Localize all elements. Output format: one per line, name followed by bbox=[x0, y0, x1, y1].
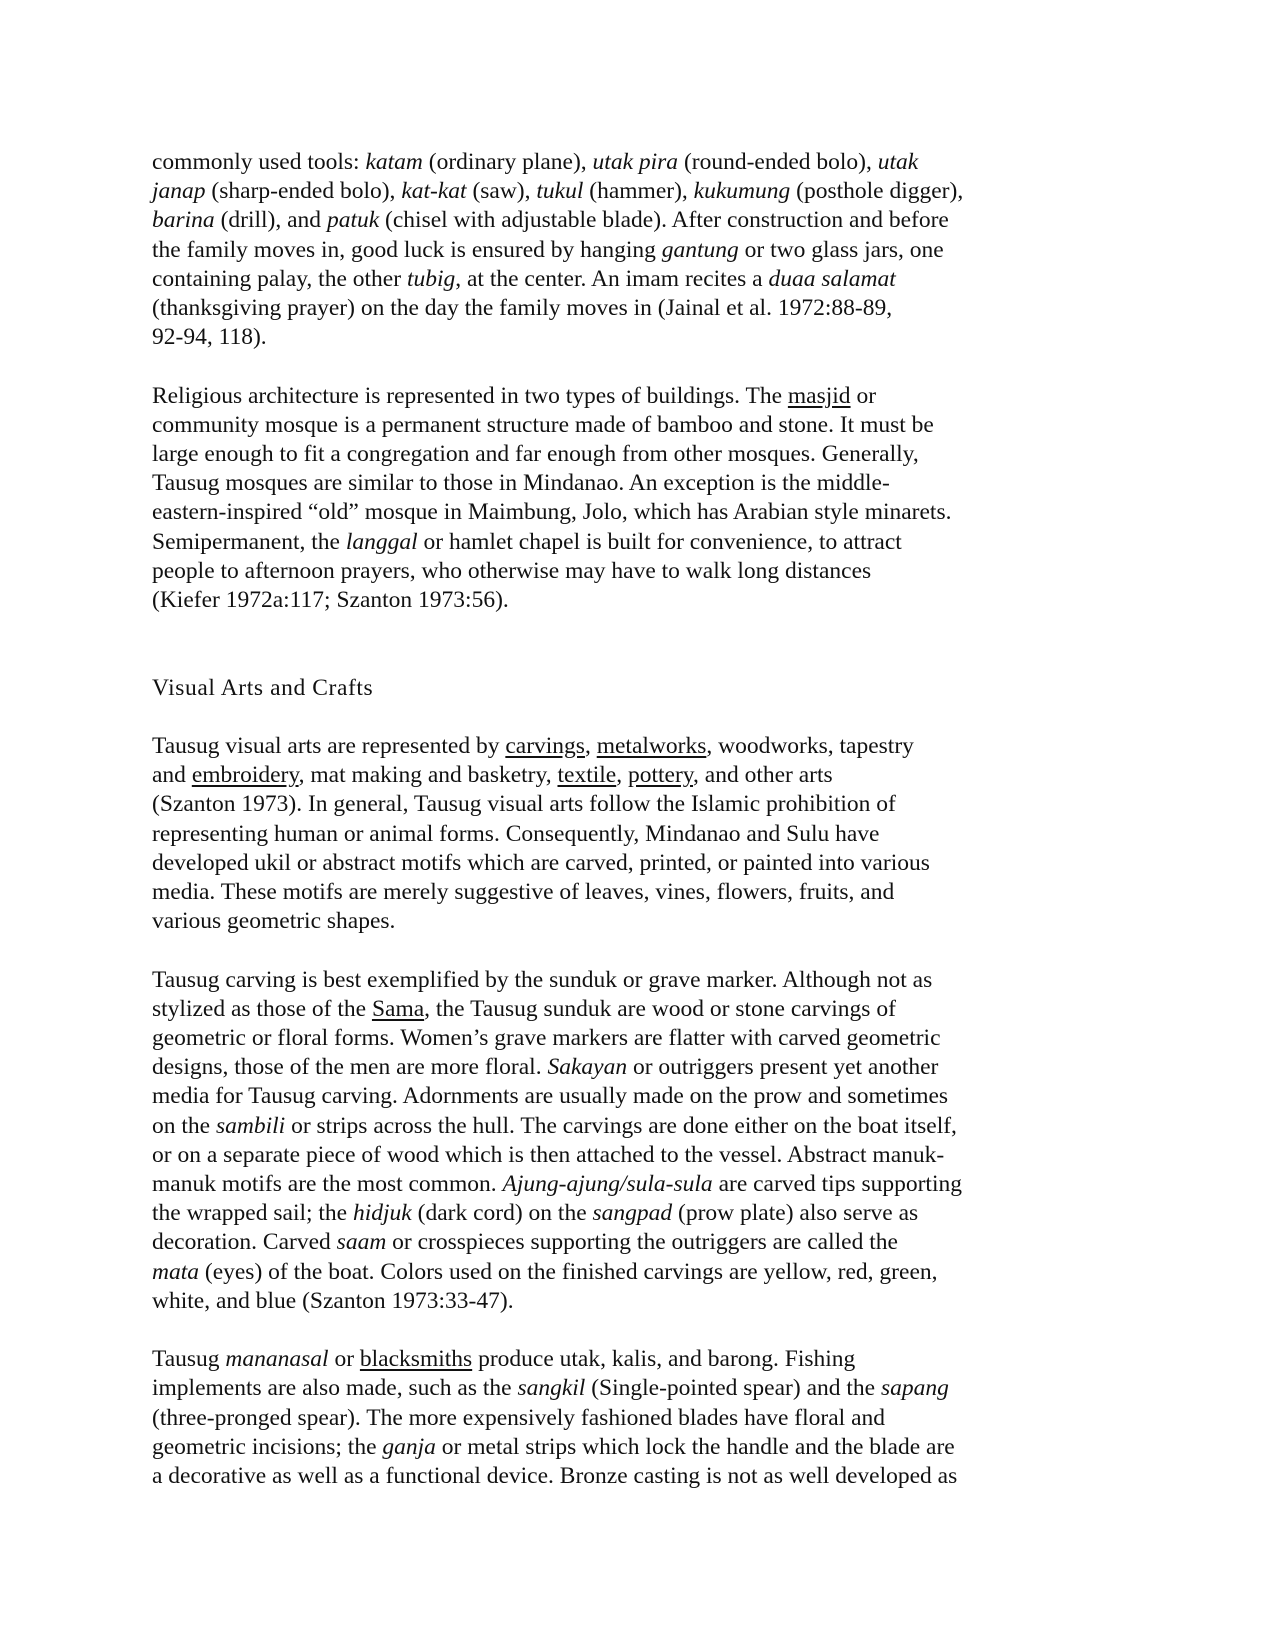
text-line bbox=[152, 907, 1152, 936]
text-line bbox=[152, 498, 1152, 527]
italic-term: katam bbox=[365, 149, 423, 175]
text-line bbox=[152, 148, 1152, 177]
text-line bbox=[152, 878, 1152, 907]
text-line bbox=[152, 849, 1152, 878]
section-spacer bbox=[152, 615, 1152, 673]
text-run: media for Tausug carving. Adornments are usually made on the prow and sometimes bbox=[152, 1083, 949, 1110]
italic-term: hidjuk bbox=[353, 1200, 412, 1227]
document-page bbox=[152, 148, 1152, 1491]
italic-term: Ajung-ajung/sula-sula bbox=[502, 1171, 713, 1198]
underlined-term: carvings bbox=[505, 733, 585, 760]
text-line bbox=[152, 294, 1152, 323]
text-run: manuk motifs are the most common. bbox=[152, 1171, 503, 1198]
text-run: (chisel with adjustable blade). After construction and before bbox=[379, 207, 949, 234]
paragraph-spacer bbox=[152, 352, 1152, 381]
text-line bbox=[152, 1082, 1152, 1111]
text-run: (three-pronged spear). The more expensively fashioned blades have floral and bbox=[152, 1404, 885, 1431]
italic-term: ganja bbox=[382, 1433, 436, 1460]
text-run: people to afternoon prayers, who otherwise may have to walk long distances bbox=[152, 557, 872, 584]
text-line bbox=[152, 528, 1152, 557]
italic-term: mata bbox=[152, 1258, 199, 1285]
italic-term: langgal bbox=[345, 528, 418, 555]
text-line bbox=[152, 1141, 1152, 1170]
text-line bbox=[152, 265, 1152, 294]
text-run: implements are also made, such as the bbox=[152, 1375, 518, 1402]
text-line bbox=[152, 469, 1152, 498]
section-heading: Visual Arts and Crafts bbox=[152, 674, 374, 701]
text-line bbox=[152, 1228, 1152, 1257]
text-run: or metal strips which lock the handle and the blade are bbox=[435, 1433, 955, 1460]
text-line bbox=[152, 1404, 1152, 1433]
text-line bbox=[152, 236, 1152, 265]
paragraph-spacer bbox=[152, 1316, 1152, 1345]
italic-term: duaa salamat bbox=[768, 265, 896, 292]
text-run: (thanksgiving prayer) on the day the family moves in (Jainal et al. 1972:88-89, bbox=[152, 295, 893, 322]
text-run: , woodworks, tapestry bbox=[706, 733, 914, 760]
text-run: or strips across the hull. The carvings are done either on the boat itself, bbox=[285, 1112, 957, 1139]
text-run: or two glass jars, one bbox=[738, 236, 944, 263]
text-line bbox=[152, 761, 1152, 790]
text-run: Religious architecture is represented in two types of buildings. The bbox=[152, 382, 788, 409]
underlined-term: pottery bbox=[627, 762, 694, 789]
text-line bbox=[152, 732, 1152, 761]
italic-term: tukul bbox=[536, 178, 584, 205]
paragraph-carving bbox=[152, 966, 1152, 1316]
text-run: containing palay, the other bbox=[152, 265, 407, 292]
text-run: designs, those of the men are more floral. bbox=[152, 1054, 548, 1081]
text-run: , at the center. An imam recites a bbox=[455, 265, 769, 292]
text-run: (drill), and bbox=[214, 207, 327, 234]
text-run: decoration. Carved bbox=[152, 1229, 337, 1256]
text-run: or bbox=[850, 382, 877, 409]
text-line bbox=[152, 1199, 1152, 1228]
paragraph-visual-arts bbox=[152, 732, 1152, 936]
text-run: representing human or animal forms. Consequently, Mindanao and Sulu have bbox=[152, 820, 880, 847]
paragraph-blacksmiths bbox=[152, 1345, 1152, 1491]
italic-term: gantung bbox=[661, 236, 739, 263]
text-run: produce utak, kalis, and barong. Fishing bbox=[472, 1346, 856, 1373]
text-run: (saw), bbox=[466, 178, 537, 205]
text-run: , mat making and basketry, bbox=[298, 762, 558, 789]
text-run: community mosque is a permanent structure made of bamboo and stone. It must be bbox=[152, 411, 934, 438]
text-run: Semipermanent, the bbox=[152, 528, 346, 555]
text-line bbox=[152, 1112, 1152, 1141]
text-line bbox=[152, 790, 1152, 819]
text-line bbox=[152, 323, 1152, 352]
italic-term: janap bbox=[152, 178, 206, 205]
text-line bbox=[152, 1462, 1152, 1491]
paragraph-spacer bbox=[152, 936, 1152, 965]
text-line bbox=[152, 557, 1152, 586]
text-run: (Szanton 1973). In general, Tausug visual arts follow the Islamic prohibition of bbox=[152, 791, 896, 818]
text-run: or bbox=[328, 1346, 360, 1373]
text-run: the wrapped sail; the bbox=[152, 1200, 353, 1227]
text-run: or hamlet chapel is built for convenience, to attract bbox=[417, 528, 902, 555]
text-run: (sharp-ended bolo), bbox=[205, 178, 402, 205]
text-line bbox=[152, 382, 1152, 411]
text-line bbox=[152, 586, 1152, 615]
text-run: (Single-pointed spear) and the bbox=[585, 1375, 881, 1402]
text-run: and bbox=[152, 762, 192, 789]
text-line bbox=[152, 411, 1152, 440]
italic-term: saam bbox=[336, 1229, 387, 1256]
italic-term: sapang bbox=[880, 1375, 949, 1402]
text-run: (ordinary plane), bbox=[422, 149, 593, 175]
text-run: developed ukil or abstract motifs which are carved, printed, or painted into various bbox=[152, 849, 930, 876]
underlined-term: Sama bbox=[371, 995, 425, 1022]
italic-term: kukumung bbox=[693, 178, 791, 205]
text-run: , and other arts bbox=[693, 762, 833, 789]
text-run: or outriggers present yet another bbox=[627, 1054, 939, 1081]
text-line bbox=[152, 1345, 1152, 1374]
text-line bbox=[152, 1433, 1152, 1462]
text-line bbox=[152, 1170, 1152, 1199]
text-run: large enough to fit a congregation and far enough from other mosques. Generally, bbox=[152, 441, 919, 468]
italic-term: kat-kat bbox=[401, 178, 467, 205]
paragraph-spacer bbox=[152, 703, 1152, 732]
text-run: white, and blue (Szanton 1973:33-47). bbox=[152, 1287, 514, 1314]
text-run: the family moves in, good luck is ensured by hanging bbox=[152, 236, 662, 263]
italic-term: patuk bbox=[326, 207, 380, 234]
text-run: geometric or floral forms. Women’s grave markers are flatter with carved geometric bbox=[152, 1025, 941, 1052]
text-line bbox=[152, 1374, 1152, 1403]
text-line bbox=[152, 1287, 1152, 1316]
text-run: commonly used tools: bbox=[152, 149, 366, 175]
text-run: media. These motifs are merely suggestive of leaves, vines, flowers, fruits, and bbox=[152, 879, 895, 906]
text-run: (round-ended bolo), bbox=[678, 149, 878, 175]
text-line bbox=[152, 1258, 1152, 1287]
text-run: Tausug carving is best exemplified by the sunduk or grave marker. Although not as bbox=[152, 966, 933, 993]
text-run: stylized as those of the bbox=[152, 995, 372, 1022]
italic-term: utak pira bbox=[592, 149, 679, 175]
text-run: or on a separate piece of wood which is then attached to the vessel. Abstract manuk- bbox=[152, 1141, 945, 1168]
text-run: Tausug visual arts are represented by bbox=[152, 733, 506, 760]
text-run: eastern-inspired “old” mosque in Maimbung, Jolo, which has Arabian style minarets. bbox=[152, 499, 952, 526]
text-run: (eyes) of the boat. Colors used on the finished carvings are yellow, red, green, bbox=[199, 1258, 938, 1285]
text-run: geometric incisions; the bbox=[152, 1433, 383, 1460]
paragraph-religious-architecture bbox=[152, 382, 1152, 616]
text-run: 92-94, 118). bbox=[152, 324, 267, 351]
italic-term: Sakayan bbox=[547, 1054, 628, 1081]
text-run: (dark cord) on the bbox=[411, 1200, 593, 1227]
text-run: on the bbox=[152, 1112, 216, 1139]
text-run: , bbox=[616, 762, 628, 789]
text-run: (posthole digger), bbox=[790, 178, 964, 205]
text-line bbox=[152, 177, 1152, 206]
text-run: various geometric shapes. bbox=[152, 908, 396, 935]
text-run: a decorative as well as a functional device. Bronze casting is not as well developed as bbox=[152, 1463, 958, 1490]
text-run: (hammer), bbox=[583, 178, 694, 205]
italic-term: sangkil bbox=[517, 1375, 586, 1402]
text-line bbox=[152, 1053, 1152, 1082]
paragraph-tools bbox=[152, 148, 1152, 352]
underlined-term: masjid bbox=[787, 382, 851, 409]
italic-term: sambili bbox=[215, 1112, 286, 1139]
text-run: Tausug mosques are similar to those in Mindanao. An exception is the middle- bbox=[152, 470, 890, 497]
underlined-term: embroidery bbox=[191, 762, 299, 789]
text-line bbox=[152, 966, 1152, 995]
text-line bbox=[152, 995, 1152, 1024]
underlined-term: textile bbox=[557, 762, 617, 789]
text-run: or crosspieces supporting the outriggers are called the bbox=[386, 1229, 898, 1256]
underlined-term: metalworks bbox=[596, 733, 707, 760]
text-run: , the Tausug sunduk are wood or stone carvings of bbox=[424, 995, 896, 1022]
italic-term: tubig bbox=[406, 265, 456, 292]
text-run: are carved tips supporting bbox=[712, 1171, 962, 1198]
italic-term: barina bbox=[152, 207, 215, 234]
text-run: (prow plate) also serve as bbox=[672, 1200, 919, 1227]
italic-term: sangpad bbox=[592, 1200, 673, 1227]
text-run: , bbox=[584, 733, 597, 760]
text-run: Tausug bbox=[152, 1346, 226, 1373]
text-line bbox=[152, 440, 1152, 469]
text-run: (Kiefer 1972a:117; Szanton 1973:56). bbox=[152, 587, 509, 614]
italic-term: mananasal bbox=[225, 1346, 329, 1373]
underlined-term: blacksmiths bbox=[359, 1346, 473, 1373]
text-line bbox=[152, 206, 1152, 235]
italic-term: utak bbox=[877, 149, 919, 175]
text-line bbox=[152, 820, 1152, 849]
text-line bbox=[152, 1024, 1152, 1053]
